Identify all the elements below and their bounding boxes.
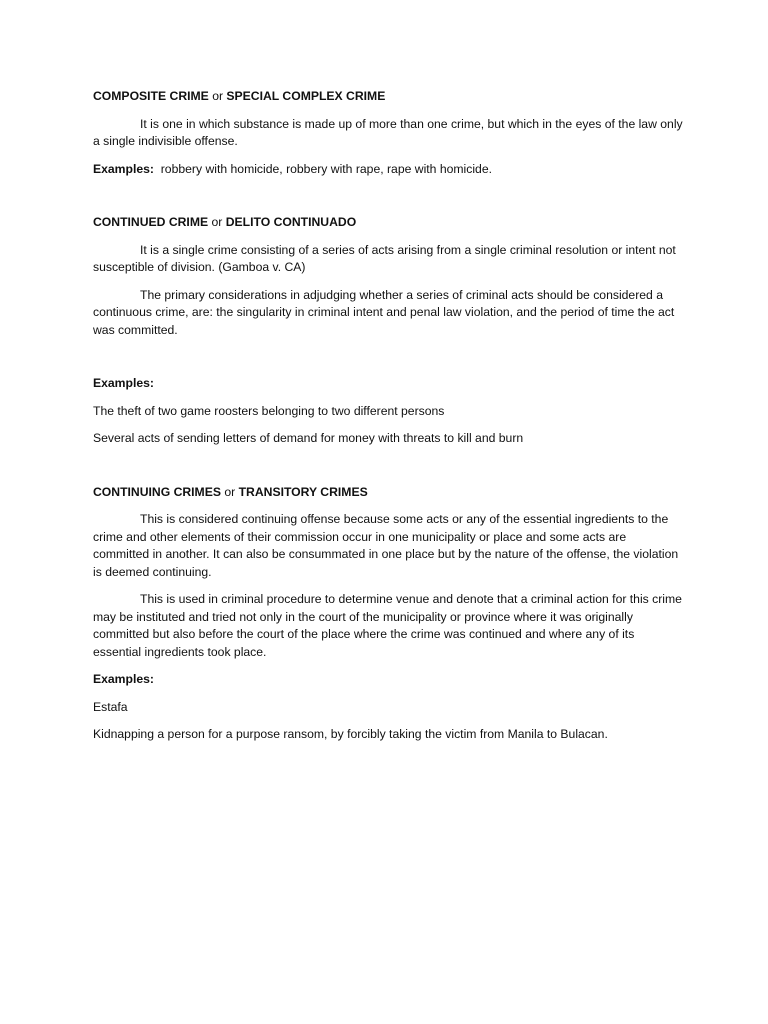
examples-label: Examples: <box>93 672 154 686</box>
heading-alt-term: TRANSITORY CRIMES <box>238 484 368 499</box>
example-item: The theft of two game roosters belonging to two different persons <box>93 403 445 418</box>
heading-or: or <box>224 484 236 499</box>
heading-term: COMPOSITE CRIME <box>93 89 209 103</box>
section-heading-composite <box>93 88 683 106</box>
examples-text: robbery with homicide, robbery with rape, rape with homicide. <box>160 161 492 176</box>
examples-label: Examples: <box>93 161 154 176</box>
heading-or: or <box>212 89 224 103</box>
document-body <box>93 88 683 744</box>
examples-line <box>93 161 683 179</box>
heading-alt-term: SPECIAL COMPLEX CRIME <box>226 89 386 103</box>
paragraph: This is considered continuing offense because some acts or any of the essential ingredients to the crime and other elements of their commission occur in one municipality or place and some acts are committed in another. It can also be consummated in one place but by the nature of the offense, the violation is deemed continuing. <box>93 512 679 579</box>
paragraph: This is used in criminal procedure to determine venue and denote that a criminal action for this crime may be instituted and tried not only in the court of the municipality or province where it was originally committed but also before the court of the place where the crime was continued and where any of its essential ingredients took place. <box>93 592 682 659</box>
example-item: Kidnapping a person for a purpose ransom, by forcibly taking the victim from Manila to Bulacan. <box>93 727 608 741</box>
paragraph: The primary considerations in adjudging whether a series of criminal acts should be considered a continuous crime, are: the singularity in criminal intent and penal law violation, and the period of time the act was committed. <box>93 287 675 337</box>
heading-or: or <box>211 215 223 229</box>
heading-alt-term: DELITO CONTINUADO <box>225 215 357 229</box>
example-item: Estafa <box>93 699 128 714</box>
section-heading-continued <box>93 214 683 232</box>
paragraph: It is one in which substance is made up of more than one crime, but which in the eyes of the law only a single indivisible offense. <box>93 116 683 148</box>
examples-label: Examples: <box>93 376 154 390</box>
section-heading-continuing <box>93 484 683 502</box>
paragraph: It is a single crime consisting of a series of acts arising from a single criminal resolution or intent not susceptible of division. (Gamboa v. CA) <box>93 242 676 274</box>
example-item: Several acts of sending letters of demand for money with threats to kill and burn <box>93 431 524 445</box>
heading-term: CONTINUED CRIME <box>93 215 209 229</box>
heading-term: CONTINUING CRIMES <box>93 484 221 499</box>
